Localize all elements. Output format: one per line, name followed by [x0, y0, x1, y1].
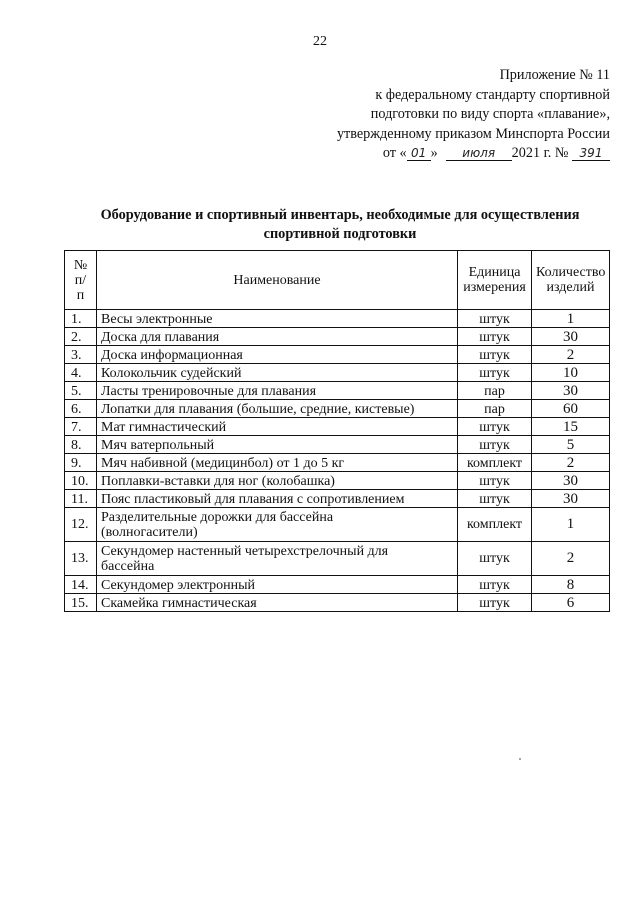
row-name-line: Мяч набивной (медицинбол) от 1 до 5 кг	[101, 456, 345, 471]
date-prefix: от «	[382, 145, 407, 161]
header-number	[65, 251, 97, 310]
header-unit	[458, 251, 532, 310]
row-unit: штук	[458, 418, 532, 436]
row-quantity: 2	[532, 346, 610, 364]
row-quantity: 60	[532, 400, 610, 418]
row-name-line: Разделительные дорожки для бассейна	[101, 509, 334, 525]
row-name	[97, 310, 458, 328]
row-name-line: (волногасители)	[101, 524, 198, 540]
date-year: 2021 г. №	[511, 145, 569, 161]
row-unit: штук	[458, 542, 532, 576]
row-name-line: Секундомер электронный	[101, 578, 255, 593]
row-name	[97, 594, 458, 612]
row-name	[97, 418, 458, 436]
appendix-date-line	[300, 144, 610, 164]
row-number: 3.	[65, 346, 97, 364]
table-row	[65, 364, 610, 382]
row-number: 11.	[65, 490, 97, 508]
row-number: 6.	[65, 400, 97, 418]
row-number: 15.	[65, 594, 97, 612]
row-unit: штук	[458, 328, 532, 346]
row-name	[97, 382, 458, 400]
row-unit: штук	[458, 594, 532, 612]
equipment-table	[64, 250, 610, 612]
row-number: 1.	[65, 310, 97, 328]
row-unit: штук	[458, 576, 532, 594]
page-number: 22	[313, 34, 327, 49]
row-number: 9.	[65, 454, 97, 472]
row-unit: штук	[458, 490, 532, 508]
header-quantity-line: Количество	[536, 265, 606, 280]
row-name-line: Ласты тренировочные для плавания	[101, 384, 317, 399]
table-row	[65, 454, 610, 472]
date-mid: »	[430, 145, 438, 161]
appendix-line-4: утвержденному приказом Минспорта России	[336, 125, 610, 142]
header-number-line: п	[76, 287, 85, 303]
appendix-block	[300, 66, 610, 164]
header-unit-line: Единица	[468, 265, 521, 280]
row-name-line: Лопатки для плавания (большие, средние, кистевые)	[101, 402, 415, 417]
row-name	[97, 508, 458, 542]
row-number: 2.	[65, 328, 97, 346]
table-row	[65, 594, 610, 612]
row-name	[97, 490, 458, 508]
row-name	[97, 400, 458, 418]
row-unit: штук	[458, 472, 532, 490]
row-name-line: Пояс пластиковый для плавания с сопротивлением	[101, 492, 405, 507]
row-name	[97, 364, 458, 382]
table-row	[65, 576, 610, 594]
row-name	[97, 542, 458, 576]
appendix-line-1: Приложение № 11	[499, 67, 610, 83]
table-row	[65, 542, 610, 576]
row-number: 7.	[65, 418, 97, 436]
table-row	[65, 400, 610, 418]
row-unit: комплект	[458, 454, 532, 472]
row-unit: штук	[458, 436, 532, 454]
table-row	[65, 328, 610, 346]
row-name-line: Секундомер настенный четырехстрелочный для	[101, 543, 389, 559]
row-quantity: 10	[532, 364, 610, 382]
row-unit: штук	[458, 364, 532, 382]
header-number-line: п/	[74, 272, 87, 288]
row-quantity: 30	[532, 490, 610, 508]
header-unit-line: измерения	[463, 280, 526, 295]
scan-speck	[519, 758, 521, 760]
row-quantity: 2	[532, 454, 610, 472]
row-quantity: 1	[532, 310, 610, 328]
table-row	[65, 490, 610, 508]
header-name: Наименование	[97, 251, 458, 310]
row-quantity: 1	[532, 508, 610, 542]
row-name-line: бассейна	[101, 558, 155, 574]
row-number: 14.	[65, 576, 97, 594]
row-name-line: Мяч ватерпольный	[101, 438, 215, 453]
table-row	[65, 418, 610, 436]
appendix-line-2: к федеральному стандарту спортивной	[375, 86, 610, 103]
row-number: 4.	[65, 364, 97, 382]
row-number: 5.	[65, 382, 97, 400]
row-name	[97, 576, 458, 594]
row-quantity: 2	[532, 542, 610, 576]
table-row	[65, 346, 610, 364]
date-month-handwritten: июля	[446, 146, 512, 161]
row-unit: штук	[458, 346, 532, 364]
row-quantity: 5	[532, 436, 610, 454]
row-unit: пар	[458, 382, 532, 400]
row-name	[97, 436, 458, 454]
row-quantity: 15	[532, 418, 610, 436]
row-name	[97, 472, 458, 490]
table-row	[65, 508, 610, 542]
document-title-line-1: Оборудование и спортивный инвентарь, необходимые для осуществления	[100, 207, 580, 223]
document-title-line-2: спортивной подготовки	[263, 226, 417, 242]
date-day-handwritten: 01	[407, 146, 431, 161]
table-row	[65, 310, 610, 328]
row-number: 13.	[65, 542, 97, 576]
document-title	[60, 206, 620, 244]
row-number: 8.	[65, 436, 97, 454]
row-quantity: 8	[532, 576, 610, 594]
row-name-line: Доска для плавания	[101, 330, 220, 345]
order-number-handwritten: 391	[572, 146, 610, 161]
header-number-line: №	[73, 257, 88, 273]
row-quantity: 30	[532, 328, 610, 346]
row-name	[97, 346, 458, 364]
row-name-line: Весы электронные	[101, 312, 213, 327]
row-unit: пар	[458, 400, 532, 418]
appendix-line-3: подготовки по виду спорта «плавание»,	[370, 106, 610, 122]
header-quantity	[532, 251, 610, 310]
table-body	[65, 310, 610, 612]
row-name	[97, 454, 458, 472]
row-name-line: Мат гимнастический	[101, 420, 227, 435]
row-number: 12.	[65, 508, 97, 542]
row-quantity: 6	[532, 594, 610, 612]
row-number: 10.	[65, 472, 97, 490]
table-row	[65, 436, 610, 454]
header-quantity-line: изделий	[546, 280, 595, 295]
table-header-row	[65, 251, 610, 310]
row-quantity: 30	[532, 472, 610, 490]
table-row	[65, 382, 610, 400]
row-unit: комплект	[458, 508, 532, 542]
row-name-line: Колокольчик судейский	[101, 366, 242, 381]
table-row	[65, 472, 610, 490]
row-name-line: Поплавки-вставки для ног (колобашка)	[101, 474, 335, 489]
row-quantity: 30	[532, 382, 610, 400]
row-name-line: Скамейка гимнастическая	[101, 596, 257, 611]
row-unit: штук	[458, 310, 532, 328]
row-name-line: Доска информационная	[101, 348, 243, 363]
row-name	[97, 328, 458, 346]
